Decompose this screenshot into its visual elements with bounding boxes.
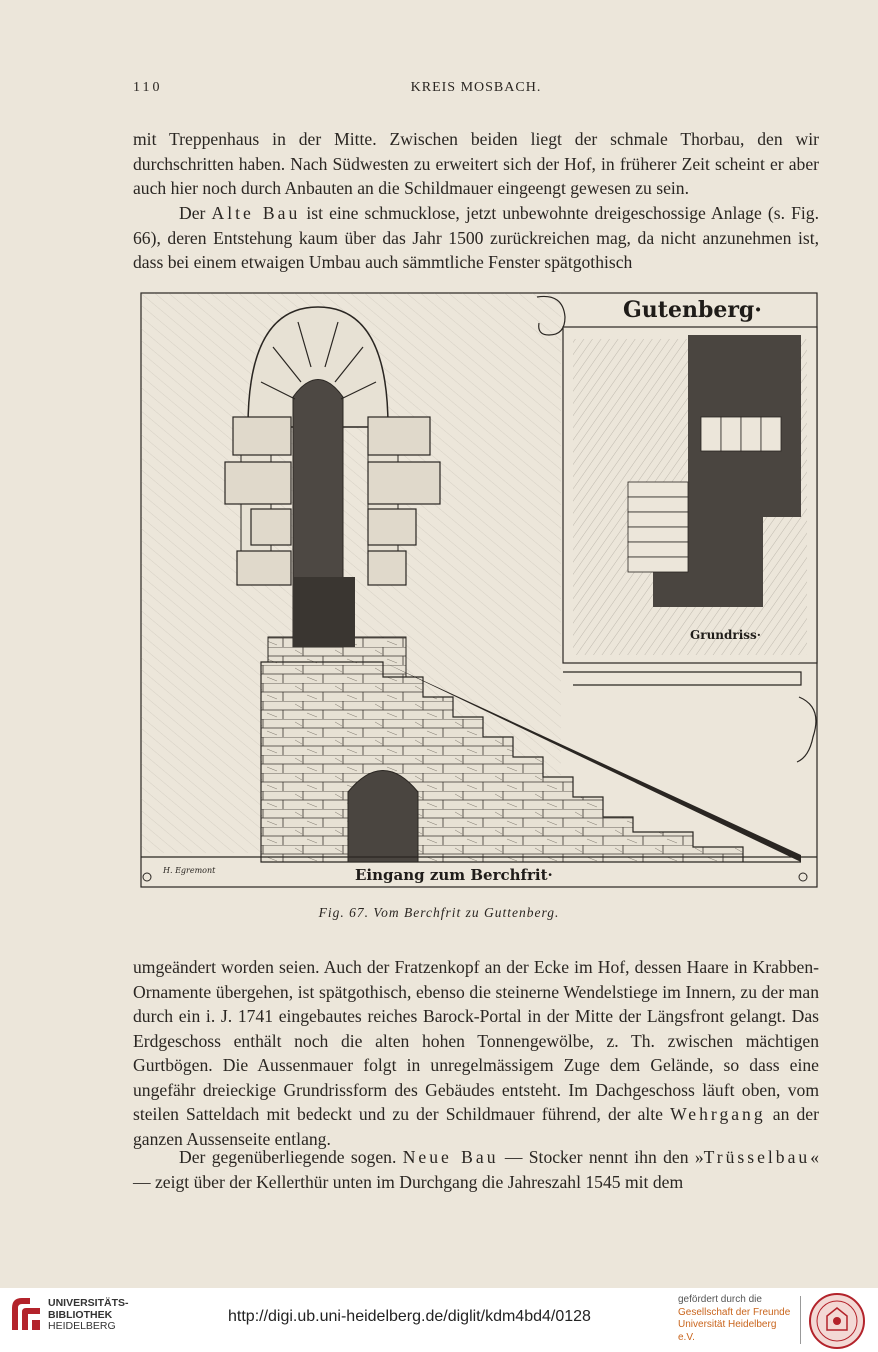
paragraph-2 [133,201,819,275]
library-line-3: HEIDELBERG [48,1320,116,1332]
paragraph-2-start: Der [179,203,206,223]
sponsor-line-3: Universität Heidelberg e.V. [678,1319,777,1343]
page-header [133,80,819,100]
entrance-label: Eingang zum Berchfrit· [355,866,553,884]
spaced-term-truesselbau: Trüsselbau [703,1147,811,1167]
sponsor-credit [678,1294,796,1344]
spaced-term-neue-bau: Neue Bau [402,1147,499,1167]
paragraph-3-rest: an der ganzen Aussenseite entlang. [133,1104,819,1149]
artist-signature: H. Egremont [163,866,216,875]
figure-illustration [133,287,821,891]
figure-caption: Fig. 67. Vom Berchfrit zu Guttenberg. [318,905,560,920]
paragraph-3 [133,955,819,1151]
paragraph-4-mid: — Stocker nennt ihn den » [504,1147,704,1167]
library-line-1: UNIVERSITÄTS- [48,1297,129,1309]
paragraph-4-rest: « — zeigt über der Kellerthür unten im Durchgang die Jahreszahl 1545 mit dem [133,1147,819,1192]
library-name [48,1298,129,1333]
paragraph-4 [133,1145,819,1194]
university-seal-icon [808,1292,866,1350]
library-line-2: BIBLIOTHEK [48,1308,113,1321]
paragraph-2-rest: ist eine schmucklose, jetzt unbewohnte dreigeschossige Anlage (s. Fig. 66), deren Entstehung kaum über das Jahr 1500 zurückreichen mag, da nicht anzunehmen ist, dass bei einem etwaigen Umbau auch sämmtliche Fenster spätgothisch [133,203,819,272]
paragraph-3-start: umgeändert worden seien. Auch der Fratzenkopf an der Ecke im Hof, dessen Haare in Krabben-Ornamente übergehen, ist spätgothisch, ebenso die steinerne Wendelstiege im Innern, zu der man durch ein i. J. 1741 eingebautes reiches Barock-Portal in der Mitte der Längsfront gelangt. Das Erdgeschoss enthält noch die alten hohen Tonnengewölbe, z. Th. zwischen mächtigen Gurtbögen. Die Aussenmauer folgt in unregelmässigem Zuge dem Gelände, so dass eine ungefähr dreieckige Grundrissform des Gebäudes entsteht. Im Dachgeschoss läuft oben, vom steilen Satteldach mit bedeckt und zu der Schildmauer führend, der alte [133,957,819,1124]
spaced-term-alte-bau: Alte Bau [211,203,301,223]
permalink-url[interactable]: http://digi.ub.uni-heidelberg.de/diglit/kdm4bd4/0128 [228,1308,591,1325]
plan-label: Grundriss· [690,628,761,642]
page-number: 110 [133,80,163,95]
footer-divider [800,1296,801,1344]
paragraph-4-start: Der gegenüberliegende sogen. [179,1147,397,1167]
spaced-term-wehrgang: Wehrgang [670,1104,766,1124]
paragraph-1: mit Treppenhaus in der Mitte. Zwischen beiden liegt der schmale Thorbau, den wir durchschritten haben. Nach Südwesten zu erweitert sich der Hof, in früherer Zeit scheint er aber auch hier noch durch Anbauten an die Schildmauer eingeengt gewesen zu sein. [133,129,819,198]
sponsor-line-2: Gesellschaft der Freunde [678,1306,791,1318]
figure-title: Gutenberg· [623,297,762,323]
footer-bar [0,1288,878,1352]
running-title: KREIS MOSBACH. [410,80,542,95]
library-logo-icon [8,1294,44,1334]
sponsor-line-1: gefördert durch die [678,1294,762,1305]
